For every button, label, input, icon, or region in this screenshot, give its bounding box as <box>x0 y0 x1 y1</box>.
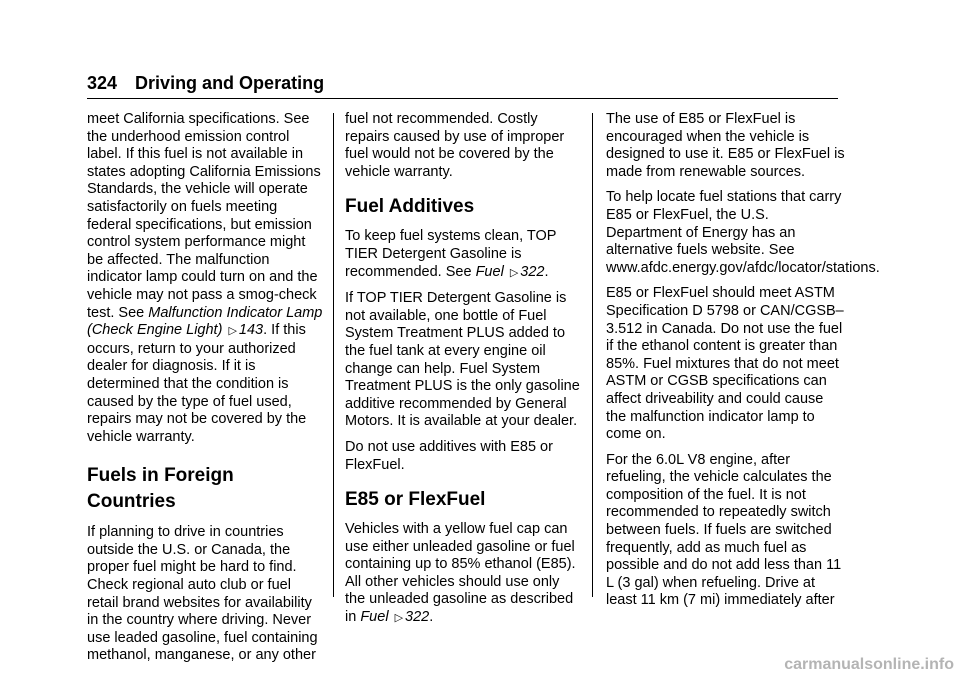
page-reference-arrow-icon: ▷ <box>509 266 519 279</box>
column-divider-1 <box>333 113 334 597</box>
section-heading-foreign-countries: Fuels in Foreign Countries <box>87 465 234 513</box>
cross-reference-link[interactable]: Fuel <box>360 609 389 626</box>
cross-reference-page[interactable]: 322 <box>520 263 545 280</box>
watermark: carmanualsonline.info <box>784 656 954 673</box>
paragraph: For the 6.0L V8 engine, after refueling, the vehicle calculates the composition of the fuel. It is not recommended to repeatedly switch between fuels. If fuels are switched frequently, add as much fuel as possible and do not add less than 11 L (3 gal) when refueling. Drive at least 11 km (7 mi) immediately after <box>606 451 842 609</box>
column-divider-2 <box>592 113 593 597</box>
page-header <box>87 70 324 96</box>
cross-reference-link[interactable]: Malfunction Indicator Lamp (Check Engine Light) <box>87 304 323 339</box>
cross-reference-page[interactable]: 143 <box>238 322 264 339</box>
column-2 <box>345 111 583 636</box>
section-heading-e85-flexfuel: E85 or FlexFuel <box>345 489 486 511</box>
paragraph: If planning to drive in countries outside the U.S. or Canada, the proper fuel might be hard to find. Check regional auto club or fuel retail brand websites for availability in the country where driving. Never use leaded gasoline, fuel containing methanol, manganese, or any other <box>87 524 318 664</box>
page-number: 324 <box>87 73 118 93</box>
column-3 <box>606 111 880 618</box>
page-reference-arrow-icon: ▷ <box>228 325 237 338</box>
paragraph: Vehicles with a yellow fuel cap can use either unleaded gasoline or fuel containing up to 85% ethanol (E85). All other vehicles should use only the unleaded gasoline as described in Fuel ▷ 322. <box>345 521 576 626</box>
paragraph: meet California specifications. See the underhood emission control label. If this fuel is not available in states adopting California Emissions Standards, the vehicle will operate satisfactorily on fuels meeting federal specifications, but emission control system performance might be affected. The malfunction indicator lamp could turn on and the vehicle may not pass a smog-check test. See Malfunction Indicator Lamp (Check Engine Light) ▷ 143. If this occurs, return to your authorized dealer for diagnosis. If it is determined that the condition is caused by the type of fuel used, repairs may not be covered by the vehicle warranty. <box>87 111 323 445</box>
paragraph: The use of E85 or FlexFuel is encouraged when the vehicle is designed to use it. E85 or FlexFuel is made from renewable sources. <box>606 111 845 180</box>
paragraph: E85 or FlexFuel should meet ASTM Specification D 5798 or CAN/CGSB–3.512 in Canada. Do not use the fuel if the ethanol content is greater than 85%. Fuel mixtures that do not meet ASTM or CGSB specifications can affect driveability and could cause the malfunction indicator lamp to come on. <box>606 285 844 443</box>
cross-reference-page[interactable]: 322 <box>405 609 430 626</box>
section-title: Driving and Operating <box>135 73 325 93</box>
paragraph: fuel not recommended. Costly repairs caused by use of improper fuel would not be covered by the vehicle warranty. <box>345 111 565 180</box>
paragraph: Do not use additives with E85 or FlexFuel. <box>345 438 553 473</box>
page-reference-arrow-icon: ▷ <box>394 612 404 625</box>
cross-reference-link[interactable]: Fuel <box>475 263 504 280</box>
paragraph: To keep fuel systems clean, TOP TIER Detergent Gasoline is recommended. See Fuel ▷ 322. <box>345 228 557 280</box>
section-heading-fuel-additives: Fuel Additives <box>345 196 475 218</box>
paragraph: If TOP TIER Detergent Gasoline is not available, one bottle of Fuel System Treatment PLUS added to the fuel tank at every engine oil change can help. Fuel System Treatment PLUS is the only gasoline additive recommended by General Motors. It is available at your dealer. <box>345 290 580 430</box>
paragraph: To help locate fuel stations that carry E85 or FlexFuel, the U.S. Department of Energy has an alternative fuels website. See www.afdc.energy.gov/afdc/locator/stations. <box>606 189 880 276</box>
header-rule <box>87 98 838 99</box>
column-1 <box>87 111 325 682</box>
